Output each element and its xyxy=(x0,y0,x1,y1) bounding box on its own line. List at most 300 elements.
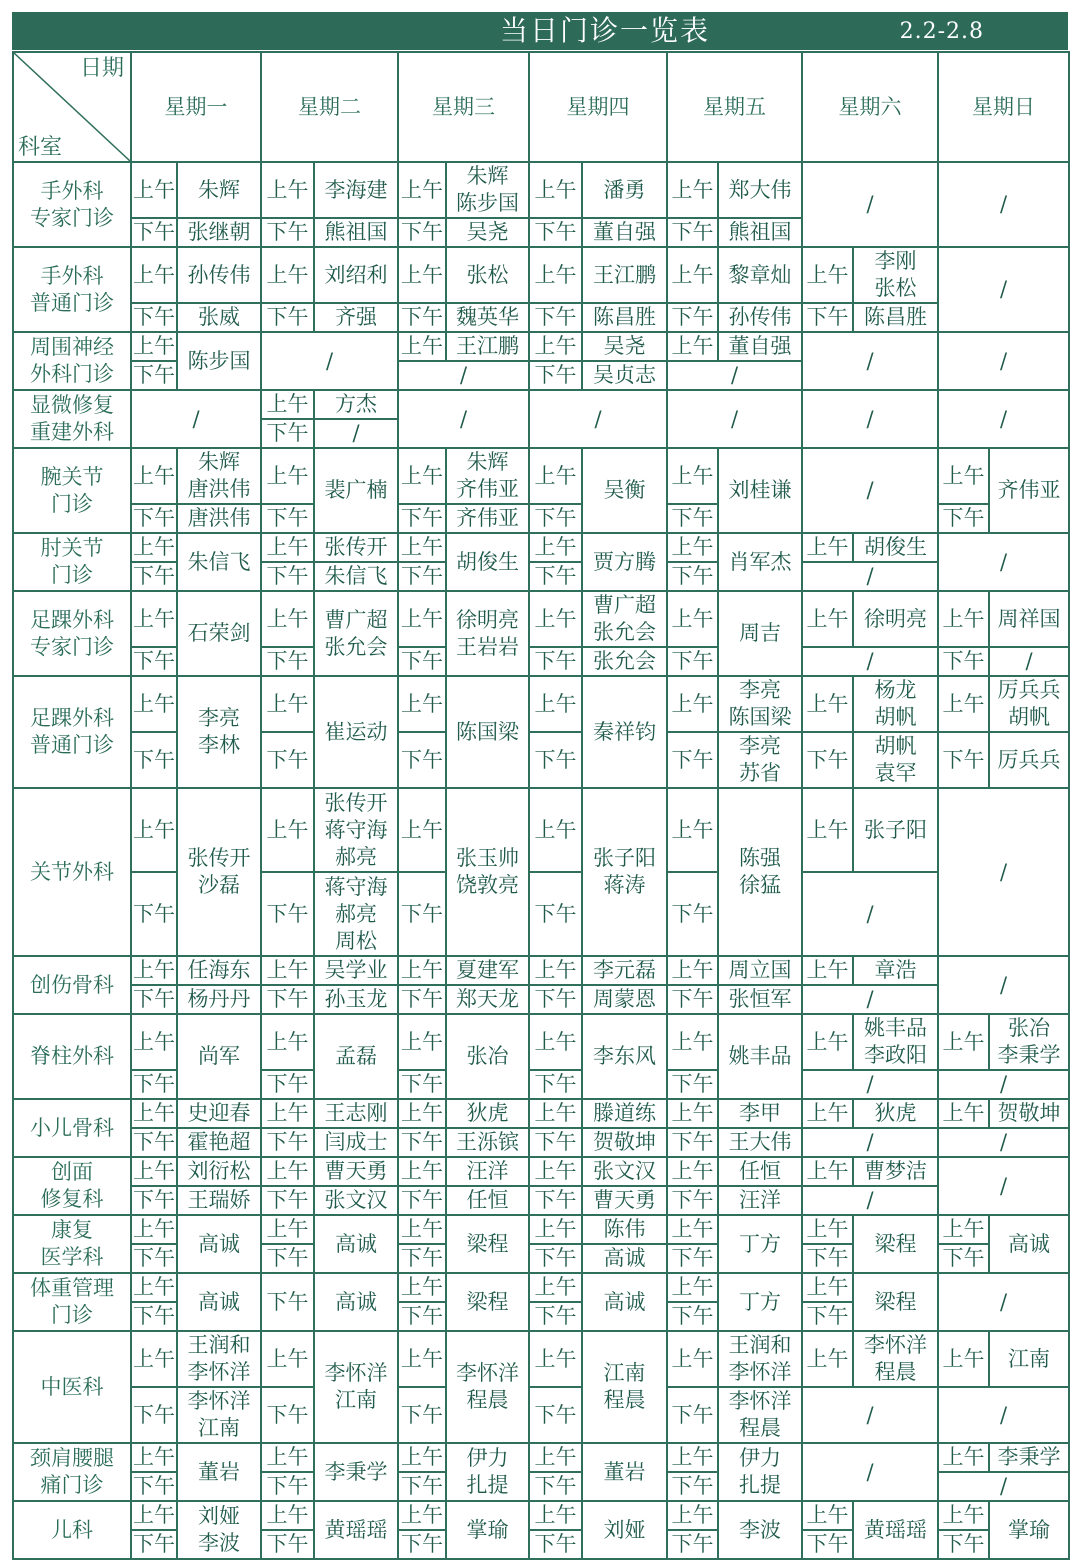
doctor-cell: 江南 xyxy=(989,1331,1069,1387)
doctor-cell: 刘娅 李波 xyxy=(177,1501,261,1559)
doctor-cell: 王江鹏 xyxy=(446,332,529,361)
dept-row-bottom xyxy=(13,303,1069,332)
doctor-cell: 王瑞娇 xyxy=(177,1186,261,1215)
slot-label: 下午 xyxy=(261,1273,314,1331)
doctor-cell: 史迎春 xyxy=(177,1099,261,1128)
slot-label: 上午 xyxy=(131,1443,177,1472)
day-header: 星期六 xyxy=(802,52,938,162)
doctor-cell: 霍艳超 xyxy=(177,1128,261,1157)
day-header: 星期三 xyxy=(398,52,529,162)
slot-label: 上午 xyxy=(131,788,177,872)
closed-cell: / xyxy=(529,390,667,448)
slot-label: 上午 xyxy=(398,162,446,218)
closed-cell: / xyxy=(802,872,938,956)
doctor-cell: 李甲 xyxy=(718,1099,802,1128)
slot-label: 上午 xyxy=(398,1014,446,1070)
slot-label: 下午 xyxy=(261,504,314,533)
slot-label: 下午 xyxy=(529,1186,582,1215)
slot-label: 上午 xyxy=(667,676,718,732)
doctor-cell: 吴尧 xyxy=(582,332,667,361)
dept-row-top xyxy=(13,247,1069,303)
doctor-cell: 朱辉 xyxy=(177,162,261,218)
slot-label: 下午 xyxy=(131,1070,177,1099)
slot-label: 上午 xyxy=(802,1157,853,1186)
doctor-cell: 孙玉龙 xyxy=(314,985,398,1014)
slot-label: 下午 xyxy=(529,1472,582,1501)
doctor-cell: 周祥国 xyxy=(989,591,1069,647)
slot-label: 下午 xyxy=(529,361,582,390)
dept-row-top xyxy=(13,533,1069,562)
dept-row-top xyxy=(13,1157,1069,1186)
slot-label: 下午 xyxy=(667,303,718,332)
day-header: 星期四 xyxy=(529,52,667,162)
slot-label: 下午 xyxy=(131,504,177,533)
dept-name: 关节外科 xyxy=(13,788,131,956)
schedule-table xyxy=(12,51,1070,1560)
day-header: 星期一 xyxy=(131,52,261,162)
dept-row-bottom xyxy=(13,1128,1069,1157)
slot-label: 上午 xyxy=(261,591,314,647)
doctor-cell: 张允会 xyxy=(582,647,667,676)
doctor-cell: 董自强 xyxy=(582,218,667,247)
slot-label: 上午 xyxy=(802,1273,853,1302)
slot-label: 下午 xyxy=(529,1244,582,1273)
doctor-cell: 滕道练 xyxy=(582,1099,667,1128)
closed-cell: / xyxy=(938,1387,1069,1443)
slot-label: 下午 xyxy=(398,504,446,533)
dept-row-top xyxy=(13,676,1069,732)
doctor-cell: 高诚 xyxy=(177,1273,261,1331)
doctor-cell: 陈国梁 xyxy=(446,676,529,788)
slot-label: 下午 xyxy=(529,1387,582,1443)
doctor-cell: 汪洋 xyxy=(718,1186,802,1215)
slot-label: 上午 xyxy=(398,1273,446,1302)
day-header: 星期日 xyxy=(938,52,1069,162)
doctor-cell: 李怀洋 程晨 xyxy=(446,1331,529,1443)
slot-label: 下午 xyxy=(261,1387,314,1443)
slot-label: 上午 xyxy=(938,1443,989,1472)
closed-cell: / xyxy=(802,985,938,1014)
slot-label: 上午 xyxy=(529,1273,582,1302)
doctor-cell: 高诚 xyxy=(989,1215,1069,1273)
closed-cell: / xyxy=(802,562,938,591)
doctor-cell: 刘绍利 xyxy=(314,247,398,303)
slot-label: 下午 xyxy=(529,647,582,676)
doctor-cell: 熊祖国 xyxy=(718,218,802,247)
slot-label: 上午 xyxy=(667,956,718,985)
doctor-cell: 刘桂谦 xyxy=(718,448,802,533)
doctor-cell: 杨丹丹 xyxy=(177,985,261,1014)
dept-name: 手外科 专家门诊 xyxy=(13,162,131,247)
doctor-cell: 张冶 李秉学 xyxy=(989,1014,1069,1070)
slot-label: 上午 xyxy=(667,1014,718,1070)
slot-label: 上午 xyxy=(131,1501,177,1530)
slot-label: 下午 xyxy=(261,732,314,788)
doctor-cell: 李波 xyxy=(718,1501,802,1559)
slot-label: 上午 xyxy=(398,1443,446,1472)
closed-cell: / xyxy=(989,647,1069,676)
slot-label: 上午 xyxy=(261,956,314,985)
slot-label: 上午 xyxy=(398,1501,446,1530)
doctor-cell: 曹天勇 xyxy=(582,1186,667,1215)
doctor-cell: 黎章灿 xyxy=(718,247,802,303)
closed-cell: / xyxy=(802,332,938,390)
doctor-cell: 张松 xyxy=(446,247,529,303)
slot-label: 上午 xyxy=(938,591,989,647)
slot-label: 下午 xyxy=(261,419,314,448)
slot-label: 下午 xyxy=(802,303,853,332)
doctor-cell: 徐明亮 xyxy=(853,591,938,647)
doctor-cell: 汪洋 xyxy=(446,1157,529,1186)
dept-name: 足踝外科 普通门诊 xyxy=(13,676,131,788)
slot-label: 下午 xyxy=(131,218,177,247)
doctor-cell: 姚丰品 李政阳 xyxy=(853,1014,938,1070)
doctor-cell: 刘娅 xyxy=(582,1501,667,1559)
doctor-cell: 李怀洋 江南 xyxy=(314,1331,398,1443)
dept-name: 颈肩腰腿 痛门诊 xyxy=(13,1443,131,1501)
doctor-cell: 掌瑜 xyxy=(989,1501,1069,1559)
closed-cell: / xyxy=(131,390,261,448)
doctor-cell: 吴衡 xyxy=(582,448,667,533)
slot-label: 上午 xyxy=(529,162,582,218)
closed-cell: / xyxy=(802,162,938,247)
slot-label: 上午 xyxy=(529,1099,582,1128)
slot-label: 下午 xyxy=(131,1387,177,1443)
closed-cell: / xyxy=(938,956,1069,1014)
closed-cell: / xyxy=(802,1128,938,1157)
slot-label: 上午 xyxy=(398,332,446,361)
doctor-cell: 高诚 xyxy=(314,1215,398,1273)
doctor-cell: 任恒 xyxy=(446,1186,529,1215)
slot-label: 上午 xyxy=(802,788,853,872)
slot-label: 上午 xyxy=(667,1501,718,1530)
dept-name: 手外科 普通门诊 xyxy=(13,247,131,332)
doctor-cell: 朱辉 唐洪伟 xyxy=(177,448,261,504)
title-bar xyxy=(12,12,1068,50)
slot-label: 下午 xyxy=(131,1472,177,1501)
slot-label: 上午 xyxy=(131,1215,177,1244)
closed-cell: / xyxy=(802,647,938,676)
slot-label: 上午 xyxy=(398,676,446,732)
doctor-cell: 梁程 xyxy=(446,1215,529,1273)
doctor-cell: 李亮 苏省 xyxy=(718,732,802,788)
slot-label: 下午 xyxy=(529,1530,582,1559)
dept-name: 中医科 xyxy=(13,1331,131,1443)
dept-name: 腕关节 门诊 xyxy=(13,448,131,533)
slot-label: 上午 xyxy=(131,1157,177,1186)
slot-label: 下午 xyxy=(667,1186,718,1215)
doctor-cell: 曹天勇 xyxy=(314,1157,398,1186)
doctor-cell: 周蒙恩 xyxy=(582,985,667,1014)
doctor-cell: 董自强 xyxy=(718,332,802,361)
closed-cell: / xyxy=(398,361,529,390)
dept-row-top xyxy=(13,1331,1069,1387)
slot-label: 上午 xyxy=(802,676,853,732)
slot-label: 下午 xyxy=(131,872,177,956)
doctor-cell: 朱辉 陈步国 xyxy=(446,162,529,218)
doctor-cell: 李海建 xyxy=(314,162,398,218)
slot-label: 上午 xyxy=(529,591,582,647)
slot-label: 上午 xyxy=(131,1273,177,1302)
slot-label: 下午 xyxy=(398,1244,446,1273)
slot-label: 下午 xyxy=(131,1128,177,1157)
slot-label: 下午 xyxy=(398,1070,446,1099)
dept-row-bottom xyxy=(13,647,1069,676)
doctor-cell: 狄虎 xyxy=(853,1099,938,1128)
doctor-cell: 梁程 xyxy=(853,1215,938,1273)
closed-cell: / xyxy=(261,332,398,390)
dept-name: 肘关节 门诊 xyxy=(13,533,131,591)
doctor-cell: 胡俊生 xyxy=(446,533,529,591)
doctor-cell: 朱辉 齐伟亚 xyxy=(446,448,529,504)
slot-label: 下午 xyxy=(529,872,582,956)
slot-label: 上午 xyxy=(398,1099,446,1128)
closed-cell: / xyxy=(667,390,802,448)
slot-label: 下午 xyxy=(938,1244,989,1273)
doctor-cell: 王润和 李怀洋 xyxy=(177,1331,261,1387)
closed-cell: / xyxy=(667,361,802,390)
slot-label: 下午 xyxy=(261,1244,314,1273)
dept-name: 儿科 xyxy=(13,1501,131,1559)
slot-label: 上午 xyxy=(529,332,582,361)
doctor-cell: 贾方腾 xyxy=(582,533,667,591)
slot-label: 下午 xyxy=(529,504,582,533)
slot-label: 下午 xyxy=(667,872,718,956)
doctor-cell: 章浩 xyxy=(853,956,938,985)
dept-row-top xyxy=(13,956,1069,985)
dept-row-bottom xyxy=(13,732,1069,788)
dept-name: 创面 修复科 xyxy=(13,1157,131,1215)
doctor-cell: 梁程 xyxy=(853,1273,938,1331)
closed-cell: / xyxy=(938,162,1069,247)
slot-label: 上午 xyxy=(529,788,582,872)
doctor-cell: 李怀洋 程晨 xyxy=(718,1387,802,1443)
dept-name: 体重管理 门诊 xyxy=(13,1273,131,1331)
doctor-cell: 曹广超 张允会 xyxy=(582,591,667,647)
doctor-cell: 张文汉 xyxy=(582,1157,667,1186)
doctor-cell: 李秉学 xyxy=(989,1443,1069,1472)
corner-dept-label: 科室 xyxy=(18,135,63,160)
doctor-cell: 掌瑜 xyxy=(446,1501,529,1559)
doctor-cell: 陈步国 xyxy=(177,332,261,390)
slot-label: 上午 xyxy=(398,448,446,504)
dept-name: 小儿骨科 xyxy=(13,1099,131,1157)
closed-cell: / xyxy=(938,1070,1069,1099)
slot-label: 下午 xyxy=(938,647,989,676)
closed-cell: / xyxy=(938,390,1069,448)
doctor-cell: 王大伟 xyxy=(718,1128,802,1157)
doctor-cell: 夏建军 xyxy=(446,956,529,985)
dept-name: 足踝外科 专家门诊 xyxy=(13,591,131,676)
doctor-cell: 李亮 李林 xyxy=(177,676,261,788)
dept-name: 脊柱外科 xyxy=(13,1014,131,1099)
slot-label: 下午 xyxy=(529,732,582,788)
day-header-row xyxy=(13,52,1069,162)
doctor-cell: 闫成士 xyxy=(314,1128,398,1157)
slot-label: 下午 xyxy=(667,985,718,1014)
doctor-cell: 高诚 xyxy=(177,1215,261,1273)
slot-label: 下午 xyxy=(938,732,989,788)
doctor-cell: 李元磊 xyxy=(582,956,667,985)
doctor-cell: 郑大伟 xyxy=(718,162,802,218)
slot-label: 上午 xyxy=(667,1099,718,1128)
closed-cell: / xyxy=(938,788,1069,956)
slot-label: 下午 xyxy=(398,562,446,591)
slot-label: 下午 xyxy=(667,1302,718,1331)
slot-label: 下午 xyxy=(802,1244,853,1273)
slot-label: 上午 xyxy=(131,332,177,361)
closed-cell: / xyxy=(802,1186,938,1215)
slot-label: 上午 xyxy=(938,1215,989,1244)
slot-label: 上午 xyxy=(529,1501,582,1530)
slot-label: 下午 xyxy=(667,1070,718,1099)
slot-label: 上午 xyxy=(131,533,177,562)
closed-cell: / xyxy=(802,1443,938,1501)
slot-label: 下午 xyxy=(261,1472,314,1501)
slot-label: 上午 xyxy=(261,1157,314,1186)
slot-label: 下午 xyxy=(398,1387,446,1443)
slot-label: 下午 xyxy=(131,1244,177,1273)
dept-row-bottom xyxy=(13,1186,1069,1215)
doctor-cell: 胡俊生 xyxy=(853,533,938,562)
doctor-cell: 吴学业 xyxy=(314,956,398,985)
slot-label: 上午 xyxy=(802,533,853,562)
dept-row-top xyxy=(13,332,1069,361)
slot-label: 上午 xyxy=(261,533,314,562)
doctor-cell: 高诚 xyxy=(314,1273,398,1331)
doctor-cell: 黄瑶瑶 xyxy=(314,1501,398,1559)
slot-label: 下午 xyxy=(667,562,718,591)
slot-label: 下午 xyxy=(529,218,582,247)
slot-label: 下午 xyxy=(261,872,314,956)
slot-label: 下午 xyxy=(529,1128,582,1157)
slot-label: 下午 xyxy=(261,562,314,591)
slot-label: 下午 xyxy=(667,1530,718,1559)
dept-row-bottom xyxy=(13,985,1069,1014)
closed-cell: / xyxy=(802,1387,938,1443)
dept-row-top xyxy=(13,591,1069,647)
slot-label: 上午 xyxy=(529,1331,582,1387)
slot-label: 上午 xyxy=(938,1331,989,1387)
slot-label: 上午 xyxy=(261,448,314,504)
slot-label: 上午 xyxy=(529,448,582,504)
closed-cell: / xyxy=(938,1157,1069,1215)
doctor-cell: 黄瑶瑶 xyxy=(853,1501,938,1559)
doctor-cell: 魏英华 xyxy=(446,303,529,332)
slot-label: 下午 xyxy=(667,1472,718,1501)
doctor-cell: 张文汉 xyxy=(314,1186,398,1215)
slot-label: 上午 xyxy=(261,1099,314,1128)
slot-label: 下午 xyxy=(131,647,177,676)
slot-label: 下午 xyxy=(131,985,177,1014)
slot-label: 下午 xyxy=(398,872,446,956)
slot-label: 上午 xyxy=(398,1331,446,1387)
doctor-cell: 厉兵兵 胡帆 xyxy=(989,676,1069,732)
date-range: 2.2-2.8 xyxy=(899,19,984,44)
dept-row-top xyxy=(13,1215,1069,1244)
slot-label: 上午 xyxy=(667,1331,718,1387)
doctor-cell: 方杰 xyxy=(314,390,398,419)
doctor-cell: 徐明亮 王岩岩 xyxy=(446,591,529,676)
doctor-cell: 张玉帅 饶敦亮 xyxy=(446,788,529,956)
closed-cell: / xyxy=(398,390,529,448)
doctor-cell: 张恒军 xyxy=(718,985,802,1014)
doctor-cell: 张子阳 xyxy=(853,788,938,872)
slot-label: 上午 xyxy=(261,788,314,872)
doctor-cell: 秦祥钧 xyxy=(582,676,667,788)
dept-name: 周围神经 外科门诊 xyxy=(13,332,131,390)
doctor-cell: 任海东 xyxy=(177,956,261,985)
slot-label: 下午 xyxy=(398,647,446,676)
doctor-cell: 伊力 扎提 xyxy=(446,1443,529,1501)
closed-cell: / xyxy=(938,1273,1069,1331)
doctor-cell: 张继朝 xyxy=(177,218,261,247)
slot-label: 下午 xyxy=(398,1128,446,1157)
slot-label: 下午 xyxy=(261,1070,314,1099)
slot-label: 上午 xyxy=(938,1014,989,1070)
slot-label: 下午 xyxy=(529,1070,582,1099)
doctor-cell: 肖军杰 xyxy=(718,533,802,591)
doctor-cell: 厉兵兵 xyxy=(989,732,1069,788)
doctor-cell: 张威 xyxy=(177,303,261,332)
doctor-cell: 蒋守海 郝亮 周松 xyxy=(314,872,398,956)
slot-label: 下午 xyxy=(261,985,314,1014)
dept-name: 创伤骨科 xyxy=(13,956,131,1014)
dept-row-top xyxy=(13,1501,1069,1530)
slot-label: 下午 xyxy=(131,1302,177,1331)
doctor-cell: 伊力 扎提 xyxy=(718,1443,802,1501)
slot-label: 下午 xyxy=(261,647,314,676)
slot-label: 上午 xyxy=(529,533,582,562)
slot-label: 下午 xyxy=(398,1530,446,1559)
slot-label: 上午 xyxy=(802,1331,853,1387)
closed-cell: / xyxy=(314,419,398,448)
slot-label: 上午 xyxy=(529,676,582,732)
slot-label: 下午 xyxy=(938,504,989,533)
doctor-cell: 张传开 xyxy=(314,533,398,562)
slot-label: 上午 xyxy=(529,1443,582,1472)
slot-label: 下午 xyxy=(131,1530,177,1559)
doctor-cell: 贺敬坤 xyxy=(989,1099,1069,1128)
slot-label: 上午 xyxy=(398,1215,446,1244)
doctor-cell: 朱信飞 xyxy=(177,533,261,591)
slot-label: 下午 xyxy=(667,1244,718,1273)
slot-label: 上午 xyxy=(131,162,177,218)
doctor-cell: 王泺镔 xyxy=(446,1128,529,1157)
doctor-cell: 尚军 xyxy=(177,1014,261,1099)
slot-label: 上午 xyxy=(667,448,718,504)
doctor-cell: 张传开 沙磊 xyxy=(177,788,261,956)
slot-label: 上午 xyxy=(131,591,177,647)
doctor-cell: 王润和 李怀洋 xyxy=(718,1331,802,1387)
slot-label: 上午 xyxy=(802,1014,853,1070)
doctor-cell: 杨龙 胡帆 xyxy=(853,676,938,732)
slot-label: 上午 xyxy=(398,591,446,647)
slot-label: 上午 xyxy=(938,448,989,504)
closed-cell: / xyxy=(802,390,938,448)
doctor-cell: 董岩 xyxy=(177,1443,261,1501)
closed-cell: / xyxy=(938,332,1069,390)
slot-label: 上午 xyxy=(938,676,989,732)
doctor-cell: 吴贞志 xyxy=(582,361,667,390)
doctor-cell: 姚丰品 xyxy=(718,1014,802,1099)
doctor-cell: 潘勇 xyxy=(582,162,667,218)
slot-label: 上午 xyxy=(667,1215,718,1244)
corner-header xyxy=(13,52,131,162)
slot-label: 下午 xyxy=(398,985,446,1014)
closed-cell: / xyxy=(938,533,1069,591)
slot-label: 上午 xyxy=(802,591,853,647)
